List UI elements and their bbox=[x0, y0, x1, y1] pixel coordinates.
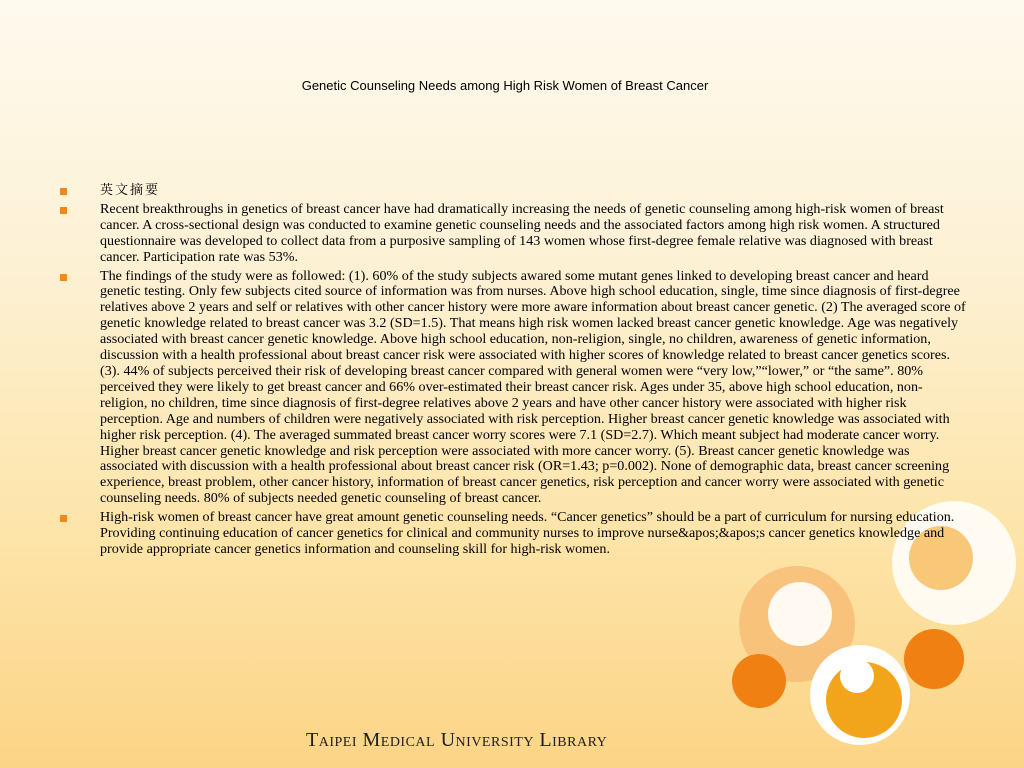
square-bullet-icon bbox=[60, 515, 67, 522]
bullet-item-background bbox=[60, 202, 970, 269]
bullet-item-heading bbox=[60, 183, 970, 202]
bullet-text: High-risk women of breast cancer have great amount genetic counseling needs. “Cancer genetics” should be a part of curriculum for nursing education. Providing continuing education of cancer genetics for clinical and community nurses to improve nurse&apos;&apos;s cancer genetics knowledge and provide appropriate cancer genetics information and counseling skill for high-risk women. bbox=[100, 509, 955, 557]
slide-title: Genetic Counseling Needs among High Risk Women of Breast Cancer bbox=[301, 78, 709, 93]
bullet-list bbox=[60, 183, 970, 561]
bullet-item-conclusion bbox=[60, 510, 970, 561]
circle-bottom-white-dot bbox=[840, 659, 874, 693]
circle-left-orange bbox=[732, 654, 786, 708]
square-bullet-icon bbox=[60, 207, 67, 214]
square-bullet-icon bbox=[60, 274, 67, 281]
square-bullet-icon bbox=[60, 188, 67, 195]
circle-right-orange bbox=[904, 629, 964, 689]
circle-mid-inner bbox=[768, 582, 832, 646]
bullet-text: 英文摘要 bbox=[100, 183, 161, 198]
bullet-item-findings bbox=[60, 269, 970, 511]
bullet-text: The findings of the study were as followed: (1). 60% of the study subjects awared some mutant genes linked to developing breast cancer and heard genetic testing. Only few subjects cited source of information was from nurses. Above high school education, single, time since diagnosis of first-degree relatives above 2 years and self or relatives with other cancer history were more aware information about breast cancer genetic. (2) The averaged score of genetic knowledge related to breast cancer was 3.2 (SD=1.5). That means high risk women lacked breast cancer genetic knowledge. Age was negatively associated with breast cancer genetic knowledge. Above high school education, non-religion, single, no children, awareness of genetic information, discussion with a health professional about breast cancer risk were associated with higher scores of knowledge related to breast cancer genetics scores. (3). 44% of subjects perceived their risk of developing breast cancer compared with general women were “very low,”“lower,” or “the same”. 80% perceived they were likely to get breast cancer and 66% over-estimated their breast cancer risk. Ages under 35, above high school education, non-religion, no children, time since diagnosis of first-degree relatives above 2 years and have other cancer history were associated with higher risk perception. Age and numbers of children were negatively associated with risk perception. Higher breast cancer genetic knowledge was associated with higher risk perception. (4). The averaged summated breast cancer worry scores were 7.1 (SD=2.7). Which meant subject had moderate cancer worry. Higher breast cancer genetic knowledge and risk perception were associated with more cancer worry. (5). Breast cancer genetic knowledge was associated with discussion with a health professional about breast cancer risk (OR=1.43; p=0.002). None of demographic data, breast cancer screening experience, breast problem, other cancer history, information of breast cancer genetics, risk perception and cancer worry were associated with genetic counseling needs. 80% of subjects needed genetic counseling of breast cancer. bbox=[100, 267, 966, 507]
footer-library-name: Taipei Medical University Library bbox=[306, 729, 608, 751]
bullet-text: Recent breakthroughs in genetics of breast cancer have had dramatically increasing the needs of genetic counseling among high-risk women of breast cancer. A cross-sectional design was conducted to examine genetic counseling needs and the associated factors among high risk women. A structured questionnaire was developed to collect data from a purposive sampling of 143 women whose first-degree female relative was diagnosed with breast cancer. Participation rate was 53%. bbox=[100, 200, 944, 265]
